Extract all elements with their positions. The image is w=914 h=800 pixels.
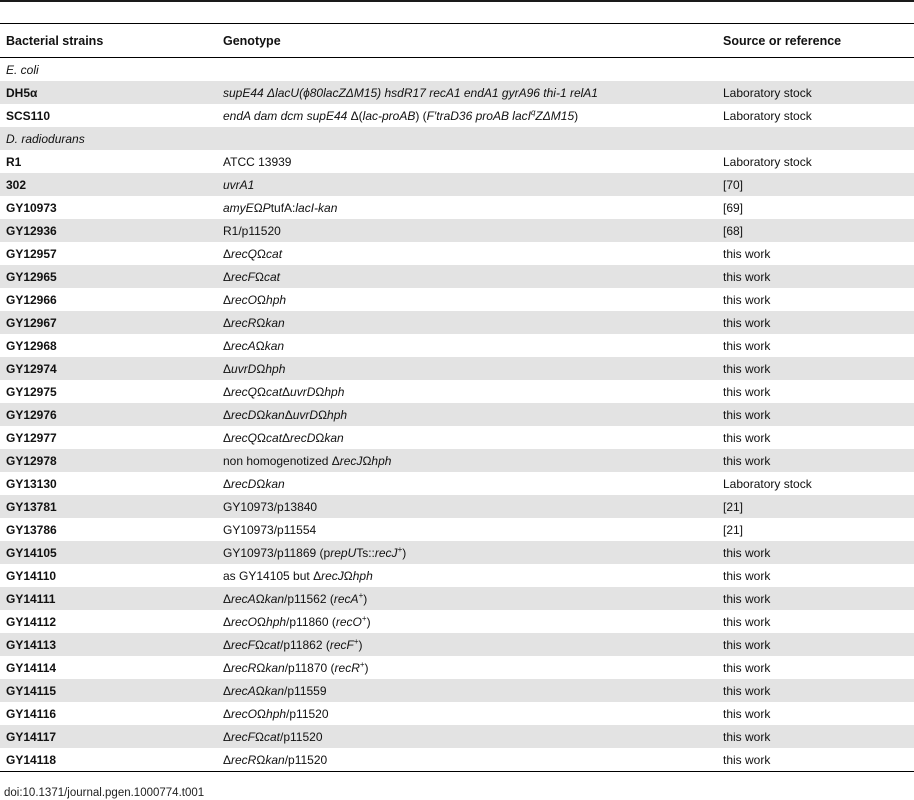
strain-name: GY10973	[6, 200, 57, 215]
genotype-cell: ΔrecFΩcat/p11520	[223, 729, 323, 744]
genotype-cell: ΔrecAΩkan	[223, 338, 285, 353]
source-cell: Laboratory stock	[723, 85, 812, 100]
bottom-rule	[0, 771, 914, 772]
strain-name: GY13786	[6, 522, 57, 537]
genotype-cell: ΔrecRΩkan/p11870 (recR+)	[223, 659, 369, 675]
source-cell: this work	[723, 407, 771, 422]
genotype-cell: ΔrecDΩkanΔuvrDΩhph	[223, 407, 348, 422]
header-bacterial-strains: Bacterial strains	[6, 33, 104, 48]
table-row	[0, 748, 914, 771]
table-row	[0, 311, 914, 334]
source-cell: [21]	[723, 499, 744, 514]
strain-name: GY13130	[6, 476, 57, 491]
table-group-row	[0, 127, 914, 150]
table-row	[0, 426, 914, 449]
genotype-cell: ΔrecDΩkan	[223, 476, 285, 491]
source-cell: this work	[723, 246, 771, 261]
genotype-cell: GY10973/p11554	[223, 522, 317, 537]
table-row	[0, 679, 914, 702]
strain-name: GY12967	[6, 315, 57, 330]
table-row	[0, 472, 914, 495]
table-body	[0, 58, 914, 771]
strain-name: R1	[6, 154, 22, 169]
source-cell: this work	[723, 660, 771, 675]
header-source-or-reference: Source or reference	[723, 33, 842, 48]
table-header-row	[0, 24, 914, 58]
strain-name: GY12975	[6, 384, 57, 399]
source-cell: [70]	[723, 177, 744, 192]
source-cell: this work	[723, 453, 771, 468]
source-cell: this work	[723, 752, 771, 767]
table-row	[0, 449, 914, 472]
genotype-cell: ΔrecFΩcat	[223, 269, 281, 284]
table-row	[0, 610, 914, 633]
table-row	[0, 242, 914, 265]
table-row	[0, 587, 914, 610]
genotype-cell: as GY14105 but ΔrecJΩhph	[223, 568, 373, 583]
source-cell: this work	[723, 292, 771, 307]
strain-name: 302	[6, 177, 27, 192]
genotype-cell: supE44 ΔlacU(ϕ80lacZΔM15) hsdR17 recA1 endA1 gyrA96 thi-1 relA1	[223, 85, 598, 100]
source-cell: this work	[723, 361, 771, 376]
genotype-cell: GY10973/p11869 (prepUTs::recJ+)	[223, 544, 407, 560]
genotype-cell: ΔrecOΩhph/p11860 (recO+)	[223, 613, 371, 629]
table-row	[0, 518, 914, 541]
table-row	[0, 196, 914, 219]
genotype-cell: amyEΩPtufA:lacI-kan	[223, 200, 338, 215]
strain-name: GY14116	[6, 706, 57, 721]
table-row	[0, 633, 914, 656]
table-row	[0, 725, 914, 748]
strain-name: GY12965	[6, 269, 57, 284]
genotype-cell: GY10973/p13840	[223, 499, 318, 514]
source-cell: this work	[723, 729, 771, 744]
source-cell: this work	[723, 545, 771, 560]
table-top-spacer	[0, 0, 914, 24]
genotype-cell: uvrA1	[223, 177, 255, 192]
strain-name: GY13781	[6, 499, 57, 514]
strain-name: GY12978	[6, 453, 57, 468]
genotype-cell: ΔrecQΩcatΔrecDΩkan	[223, 430, 344, 445]
table-row	[0, 265, 914, 288]
genotype-cell: endA dam dcm supE44 Δ(lac-proAB) (F′traD36 proAB lacI$^q$ZΔM15)	[223, 107, 579, 123]
genotype-cell: ΔrecRΩkan/p11520	[223, 752, 328, 767]
strain-name: DH5α	[6, 85, 38, 100]
table-row	[0, 104, 914, 127]
source-cell: this work	[723, 269, 771, 284]
strain-name: GY14110	[6, 568, 57, 583]
genotype-cell: R1/p11520	[223, 223, 281, 238]
source-cell: Laboratory stock	[723, 154, 812, 169]
strain-name: GY12966	[6, 292, 57, 307]
strain-name: SCS110	[6, 108, 51, 123]
genotype-cell: ΔrecOΩhph/p11520	[223, 706, 329, 721]
strain-name: GY12968	[6, 338, 57, 353]
strain-name: GY12976	[6, 407, 57, 422]
strain-name: GY14117	[6, 729, 57, 744]
table-group-row	[0, 58, 914, 81]
genotype-cell: non homogenotized ΔrecJΩhph	[223, 453, 392, 468]
table-row	[0, 219, 914, 242]
strain-name: GY12974	[6, 361, 57, 376]
table-row	[0, 288, 914, 311]
header-genotype: Genotype	[223, 33, 281, 48]
table-row	[0, 150, 914, 173]
source-cell: this work	[723, 430, 771, 445]
source-cell: [21]	[723, 522, 744, 537]
source-cell: [69]	[723, 200, 744, 215]
table-row	[0, 380, 914, 403]
table-row	[0, 495, 914, 518]
strain-name: GY14111	[6, 591, 56, 606]
genotype-cell: ΔrecAΩkan/p11559	[223, 683, 327, 698]
source-cell: this work	[723, 338, 771, 353]
table-row	[0, 357, 914, 380]
table-row	[0, 541, 914, 564]
source-cell: Laboratory stock	[723, 108, 812, 123]
genotype-cell: ΔrecOΩhph	[223, 292, 287, 307]
source-cell: this work	[723, 683, 771, 698]
source-cell: [68]	[723, 223, 744, 238]
table-row	[0, 656, 914, 679]
strain-name: GY14112	[6, 614, 57, 629]
species-label: D. radiodurans	[6, 131, 85, 146]
genotype-cell: ATCC 13939	[223, 154, 292, 169]
strain-name: GY14115	[6, 683, 57, 698]
strain-name: GY12957	[6, 246, 57, 261]
strain-name: GY12977	[6, 430, 57, 445]
table-row	[0, 564, 914, 587]
source-cell: this work	[723, 614, 771, 629]
genotype-cell: ΔrecAΩkan/p11562 (recA+)	[223, 590, 368, 606]
source-cell: this work	[723, 568, 771, 583]
table-row	[0, 702, 914, 725]
genotype-cell: ΔrecRΩkan	[223, 315, 285, 330]
source-cell: this work	[723, 706, 771, 721]
strain-name: GY14118	[6, 752, 57, 767]
genotype-cell: ΔrecFΩcat/p11862 (recF+)	[223, 636, 363, 652]
genotype-cell: ΔrecQΩcatΔuvrDΩhph	[223, 384, 345, 399]
genotype-cell: ΔuvrDΩhph	[223, 361, 286, 376]
table-row	[0, 403, 914, 426]
source-cell: this work	[723, 315, 771, 330]
source-cell: this work	[723, 637, 771, 652]
table-row	[0, 173, 914, 196]
strain-name: GY12936	[6, 223, 57, 238]
genotype-cell: ΔrecQΩcat	[223, 246, 283, 261]
table-row	[0, 81, 914, 104]
strain-name: GY14113	[6, 637, 57, 652]
table-row	[0, 334, 914, 357]
source-cell: this work	[723, 591, 771, 606]
species-label: E. coli	[6, 62, 39, 77]
strain-name: GY14105	[6, 545, 57, 560]
doi-caption: doi:10.1371/journal.pgen.1000774.t001	[4, 787, 205, 799]
strain-name: GY14114	[6, 660, 57, 675]
source-cell: Laboratory stock	[723, 476, 812, 491]
source-cell: this work	[723, 384, 771, 399]
